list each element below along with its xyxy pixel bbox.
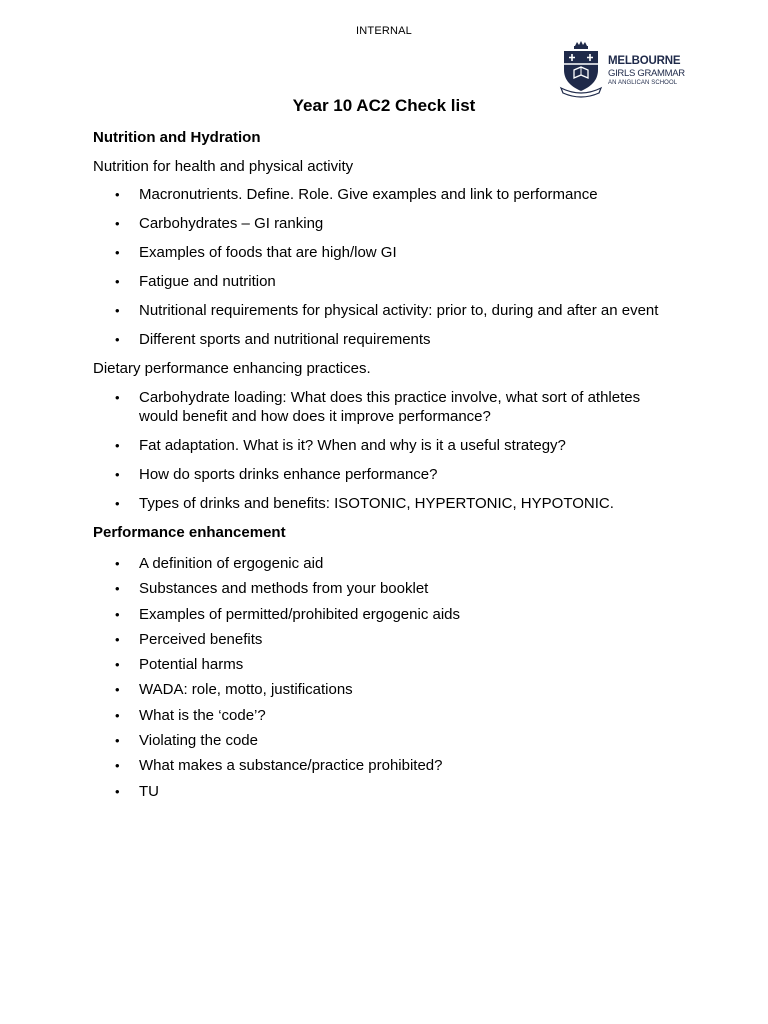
list-item: • Examples of foods that are high/low GI	[115, 244, 397, 261]
bullet-icon: •	[115, 606, 120, 622]
list-item: • Carbohydrate loading: What does this practice involve, what sort of athletes would benefit and how does it improve performance?	[115, 389, 641, 425]
bullet-icon: •	[115, 556, 120, 571]
list-item: • Violating the code	[115, 732, 258, 750]
list-item: • Perceived benefits	[115, 630, 263, 648]
school-logo	[558, 40, 685, 98]
bullet-icon: •	[115, 274, 120, 289]
bullet-icon: •	[115, 467, 120, 482]
list-item: • What is the ‘code’?	[115, 706, 266, 724]
list-item: • Examples of permitted/prohibited ergogenic aids	[115, 605, 461, 623]
bullet-icon: •	[115, 581, 120, 597]
bullet-icon: •	[115, 216, 120, 231]
bullet-icon: •	[115, 783, 120, 799]
list-item: • Nutritional requirements for physical activity: prior to, during and after an event	[115, 302, 659, 319]
list-item: • WADA: role, motto, justifications	[115, 681, 353, 699]
subheading-dietary-practices: Dietary performance enhancing practices.	[93, 360, 371, 377]
bullet-icon: •	[115, 390, 120, 405]
section-heading-nutrition: Nutrition and Hydration	[93, 129, 261, 146]
bullet-icon: •	[115, 332, 120, 347]
crest-icon	[558, 40, 604, 98]
list-item: • What makes a substance/practice prohibited?	[115, 757, 443, 775]
list-item: • How do sports drinks enhance performance?	[115, 466, 438, 483]
bullet-icon: •	[115, 187, 120, 202]
classification-label: INTERNAL	[356, 25, 412, 37]
list-item: • Fat adaptation. What is it? When and why is it a useful strategy?	[115, 437, 566, 454]
list-item: • Fatigue and nutrition	[115, 273, 276, 290]
bullet-icon: •	[115, 438, 120, 453]
bullet-icon: •	[115, 758, 120, 774]
logo-line-3: AN ANGLICAN SCHOOL	[608, 80, 678, 86]
nutrition-list	[93, 185, 673, 349]
list-item: • Substances and methods from your booklet	[115, 580, 429, 598]
bullet-icon: •	[115, 631, 120, 647]
section-heading-performance: Performance enhancement	[93, 524, 286, 541]
list-item: • TU	[115, 782, 159, 800]
subheading-nutrition-health: Nutrition for health and physical activity	[93, 158, 354, 175]
list-item: • Types of drinks and benefits: ISOTONIC, HYPERTONIC, HYPOTONIC.	[115, 495, 614, 512]
bullet-icon: •	[115, 245, 120, 260]
list-item: • Different sports and nutritional requirements	[115, 331, 431, 348]
bullet-icon: •	[115, 682, 120, 698]
bullet-icon: •	[115, 707, 120, 723]
list-item: • A definition of ergogenic aid	[115, 555, 324, 572]
document-body	[93, 128, 673, 807]
dietary-practices-list	[93, 388, 673, 513]
bullet-icon: •	[115, 733, 120, 749]
document-title: Year 10 AC2 Check list	[292, 96, 476, 115]
bullet-icon: •	[115, 303, 120, 318]
list-item: • Carbohydrates – GI ranking	[115, 215, 324, 232]
bullet-icon: •	[115, 496, 120, 511]
bullet-icon: •	[115, 657, 120, 673]
logo-line-2: GIRLS GRAMMAR	[608, 68, 685, 79]
performance-enhancement-list	[93, 554, 673, 801]
logo-line-1: MELBOURNE	[608, 55, 681, 67]
list-item: • Macronutrients. Define. Role. Give examples and link to performance	[115, 186, 598, 203]
list-item: • Potential harms	[115, 656, 244, 674]
